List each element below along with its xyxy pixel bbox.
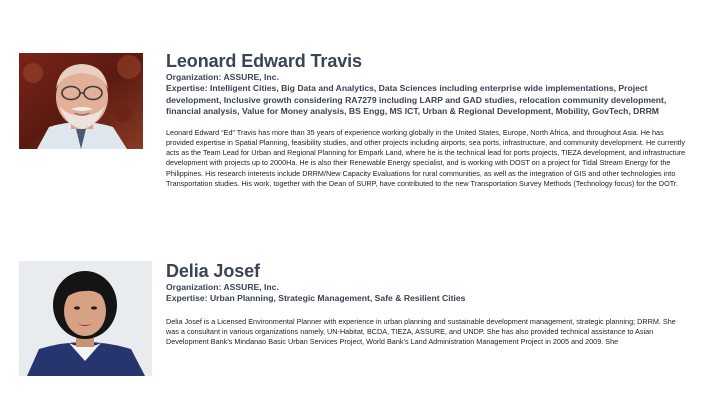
profile-name: Leonard Edward Travis [166, 51, 362, 71]
portrait-photo-leonard-travis [19, 53, 143, 149]
profile-organization: Organization: ASSURE, Inc. [166, 72, 279, 82]
profile-bio: Leonard Edward “Ed” Travis has more than 35 years of experience working globally in the United States, Europe, North Africa, and throughout Asia. He has provided expertise in Spatial Planning, feasibility studies, and other projects including airports, sea ports, infrastructure, and community development. He currently acts as the Team Lead for Urban and Regional Planning for Empark Land, where he is the technical lead for ports projects, TIEZA development, and infrastructure development with projects up to 2000Ha. He is also their Renewable Energy specialist, and is working with DOST on a project for Tidal Stream Energy for the Philippines. His research interests include DRRM/New Capacity Evaluations for rural communities, as well as the integration of GIS and other technologies into Transportation studies. His work, together with the Dean of SURP, have contributed to the new Transportation Survey Methods (Technology focus) for the DOTr. [166, 128, 686, 188]
profile-expertise: Expertise: Urban Planning, Strategic Management, Safe & Resilient Cities [166, 293, 466, 304]
profile-info-leonard-travis [166, 51, 686, 189]
profile-organization: Organization: ASSURE, Inc. [166, 282, 279, 292]
portrait-photo-delia-josef [19, 261, 152, 376]
profile-name: Delia Josef [166, 261, 260, 281]
profile-expertise: Expertise: Intelligent Cities, Big Data and Analytics, Data Sciences including enterprise wide implementations, Project development, Inclusive growth considering RA7279 including LARP and GAD studies, relocation community development, financial analysis, Value for Money analysis, BS Engg, MS ICT, Urban & Regional Development, Mobility, GovTech, DRRM [166, 83, 667, 116]
profile-info-delia-josef [166, 261, 686, 347]
profile-bio: Delia Josef is a Licensed Environmental Planner with experience in urban planning and sustainable development management, strategic planning; DRRM. She was a consultant in various organizations namely, UN-Habitat, BCDA, TIEZA, ASSURE, and UNDP. She has also provided technical assistance to Asian Development Bank’s Mindanao Basic Urban Services Project, World Bank’s Land Administration Management Project in 2005 and 2009. She [166, 316, 676, 346]
